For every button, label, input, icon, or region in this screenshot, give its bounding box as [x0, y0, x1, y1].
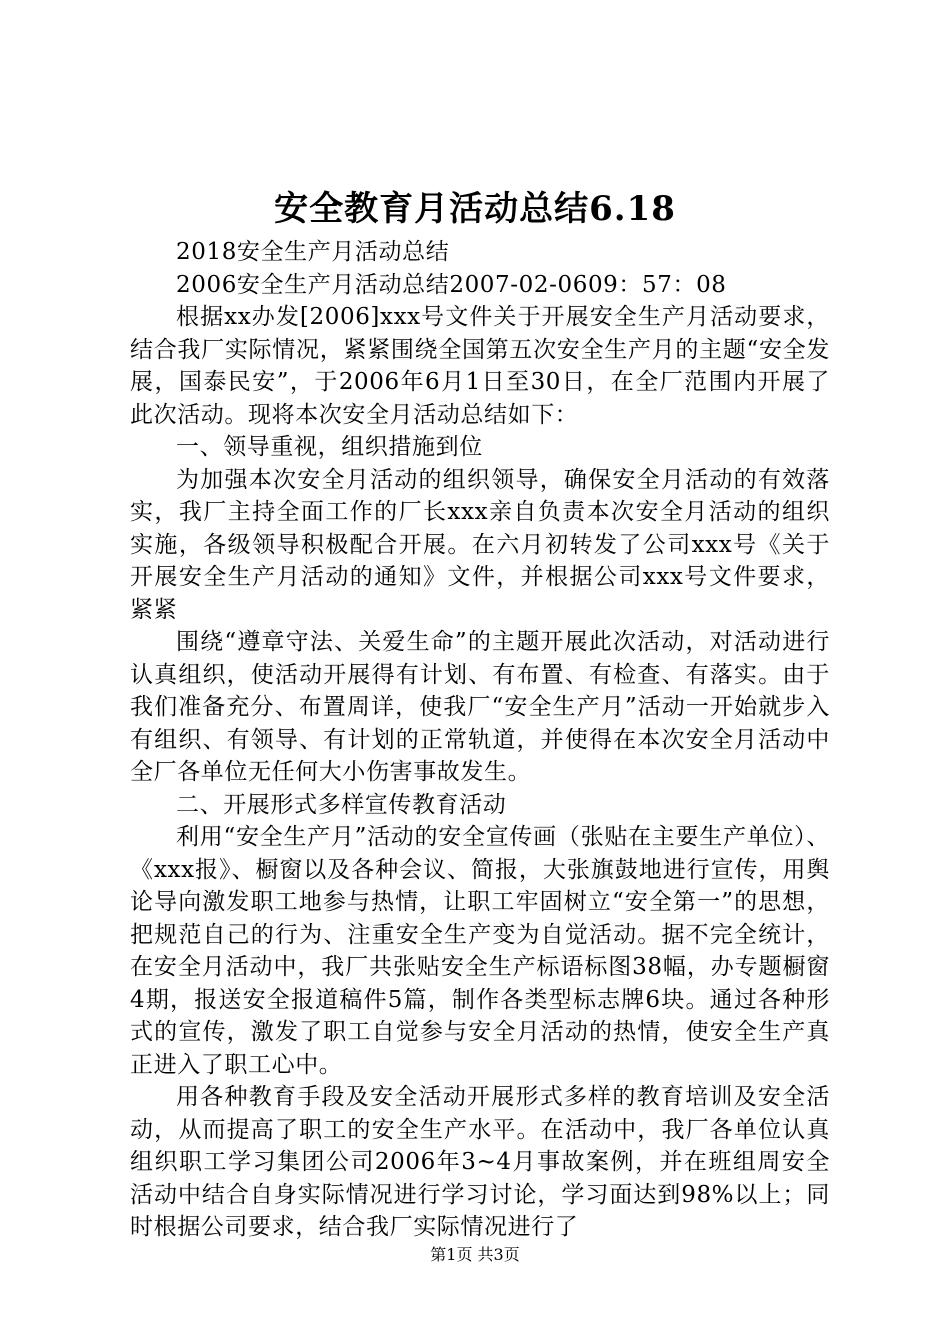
paragraph-subtitle-2018: 2018安全生产月活动总结	[176, 239, 450, 265]
paragraph-intro: 根据xx办发[2006]xxx号文件关于开展安全生产月活动要求，结合我厂实际情况，紧紧围绕全国第五次安全生产月的主题“安全发展，国泰民安”，于2006年6月1日至30日，在全厂范围内开展了此次活动。现将本次安全月活动总结如下：	[130, 304, 830, 428]
paragraph-leadership: 为加强本次安全月活动的组织领导，确保安全月活动的有效落实，我厂主持全面工作的厂长xxx亲自负责本次安全月活动的组织实施，各级领导积极配合开展。在六月初转发了公司xxx号《关于开展安全生产月活动的通知》文件，并根据公司xxx号文件要求，紧紧	[130, 466, 830, 623]
paragraph-subtitle-2006: 2006安全生产月活动总结2007-02-0609：57：08	[176, 271, 727, 298]
page-number-footer: 第1页 共3页	[430, 1245, 520, 1264]
document-title: 安全教育月活动总结6.18	[274, 189, 676, 229]
section-heading-2: 二、开展形式多样宣传教育活动	[176, 791, 507, 818]
paragraph-publicity: 利用“安全生产月”活动的安全宣传画（张贴在主要生产单位）、《xxx报》、橱窗以及各种会议、简报，大张旗鼓地进行宣传，用舆论导向激发职工地参与热情，让职工牢固树立“安全第一”的思想，把规范自己的行为、注重安全生产变为自觉活动。据不完全统计，在安全月活动中，我厂共张贴安全生产标语标图38幅，办专题橱窗4期，报送安全报道稿件5篇，制作各类型标志牌6块。通过各种形式的宣传，激发了职工自觉参与安全月活动的热情，使安全生产真正进入了职工心中。	[130, 824, 830, 1078]
paragraph-training: 用各种教育手段及安全活动开展形式多样的教育培训及安全活动，从而提高了职工的安全生产水平。在活动中，我厂各单位认真组织职工学习集团公司2006年3~4月事故案例，并在班组周安全活动中结合自身实际情况进行学习讨论，学习面达到98%以上；同时根据公司要求，结合我厂实际情况进行了	[130, 1084, 830, 1240]
document-body	[130, 236, 830, 1244]
section-heading-1: 一、领导重视，组织措施到位	[176, 434, 483, 460]
paragraph-theme: 围绕“遵章守法、关爱生命”的主题开展此次活动，对活动进行认真组织，使活动开展得有计划、有布置、有检查、有落实。由于我们准备充分、布置周详，使我厂“安全生产月”活动一开始就步入有组织、有领导、有计划的正常轨道，并使得在本次安全月活动中全厂各单位无任何大小伤害事故发生。	[130, 629, 830, 785]
